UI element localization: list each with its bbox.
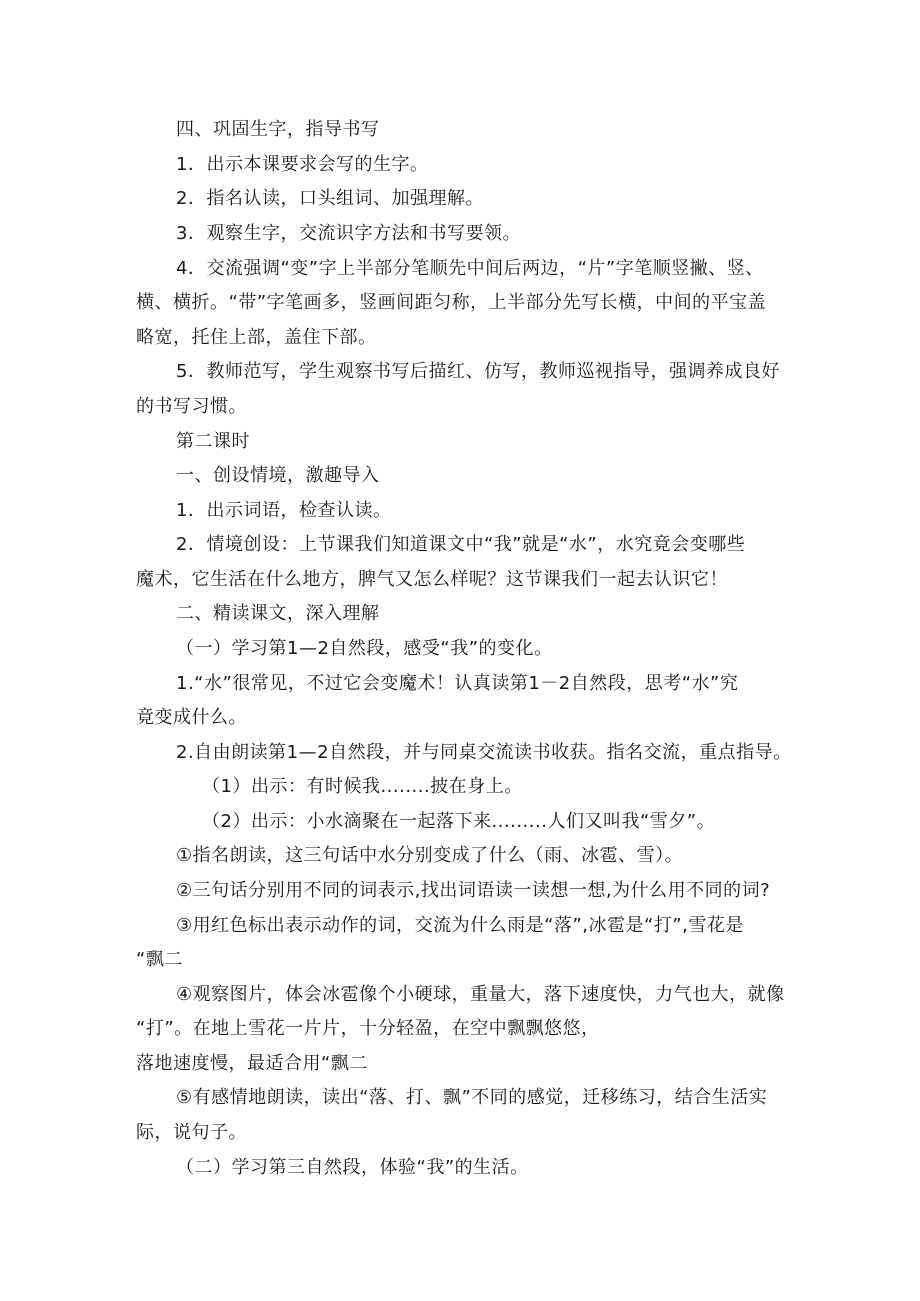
paragraph-line: 2．指名认读，口头组词、加强理解。 (176, 188, 484, 209)
subsection-heading: （一）学习第1—2自然段，感受“我”的变化。 (176, 638, 553, 659)
paragraph-line: 略宽，托住上部，盖住下部。 (136, 327, 377, 348)
paragraph-line: ③用红色标出表示动作的词，交流为什么雨是“落”,冰雹是“打”,雪花是 (176, 915, 744, 936)
section-heading-close-reading: 二、精读课文，深入理解 (176, 603, 380, 624)
lesson-heading: 第二课时 (176, 431, 250, 452)
paragraph-line: （2）出示：小水滴聚在一起落下来.........人们又叫我“雪夕”。 (202, 811, 716, 832)
paragraph-line: 4．交流强调“变”字上半部分笔顺先中间后两边，“片”字笔顺竖撇、竖、 (176, 258, 764, 279)
paragraph-line: 2.自由朗读第1—2自然段，并与同桌交流读书收获。指名交流，重点指导。 (176, 742, 792, 763)
paragraph-line: 横、横折。“带”字笔画多，竖画间距匀称，上半部分先写长横，中间的平宝盖 (136, 292, 767, 313)
paragraph-line: ①指名朗读，这三句话中水分别变成了什么（雨、冰雹、雪）。 (176, 845, 684, 866)
paragraph-line: ④观察图片，体会冰雹像个小硬球，重量大，落下速度快，力气也大，就像 (176, 984, 785, 1005)
paragraph-line: 魔术，它生活在什么地方，脾气又怎么样呢？这节课我们一起去认识它！ (136, 569, 728, 590)
paragraph-line: 落地速度慢，最适合用“飘二 (136, 1053, 368, 1074)
paragraph-line: ⑤有感情地朗读，读出“落、打、飘”不同的感觉，迁移练习，结合生活实 (176, 1087, 768, 1108)
paragraph-line: （1）出示：有时候我........披在身上。 (202, 776, 523, 797)
paragraph-line: 1．出示词语，检查认读。 (176, 500, 392, 521)
paragraph-line: 2．情境创设：上节课我们知道课文中“我”就是“水”，水究竟会变哪些 (176, 534, 746, 555)
paragraph-line: “打”。在地上雪花一片片，十分轻盈，在空中飘飘悠悠， (136, 1018, 600, 1039)
paragraph-line: 1.“水”很常见，不过它会变魔术！认真读第1－2自然段，思考“水”究 (176, 673, 739, 694)
subsection-heading: （二）学习第三自然段，体验“我”的生活。 (176, 1157, 529, 1178)
paragraph-line: 3．观察生字，交流识字方法和书写要领。 (176, 223, 521, 244)
paragraph-line: 1．出示本课要求会写的生字。 (176, 154, 429, 175)
section-heading-introduction: 一、创设情境，激趣导入 (176, 465, 380, 486)
paragraph-line: 际，说句子。 (136, 1122, 247, 1143)
paragraph-line: 的书写习惯。 (136, 396, 247, 417)
paragraph-line: 竟变成什么。 (136, 707, 247, 728)
paragraph-line: 5．教师范写，学生观察书写后描红、仿写，教师巡视指导，强调养成良好 (176, 361, 780, 382)
paragraph-line: ②三句话分别用不同的词表示,找出词语读一读想一想,为什么用不同的词? (176, 880, 771, 901)
paragraph-line: “飘二 (136, 949, 183, 970)
section-heading-consolidate: 四、巩固生字，指导书写 (176, 119, 380, 140)
